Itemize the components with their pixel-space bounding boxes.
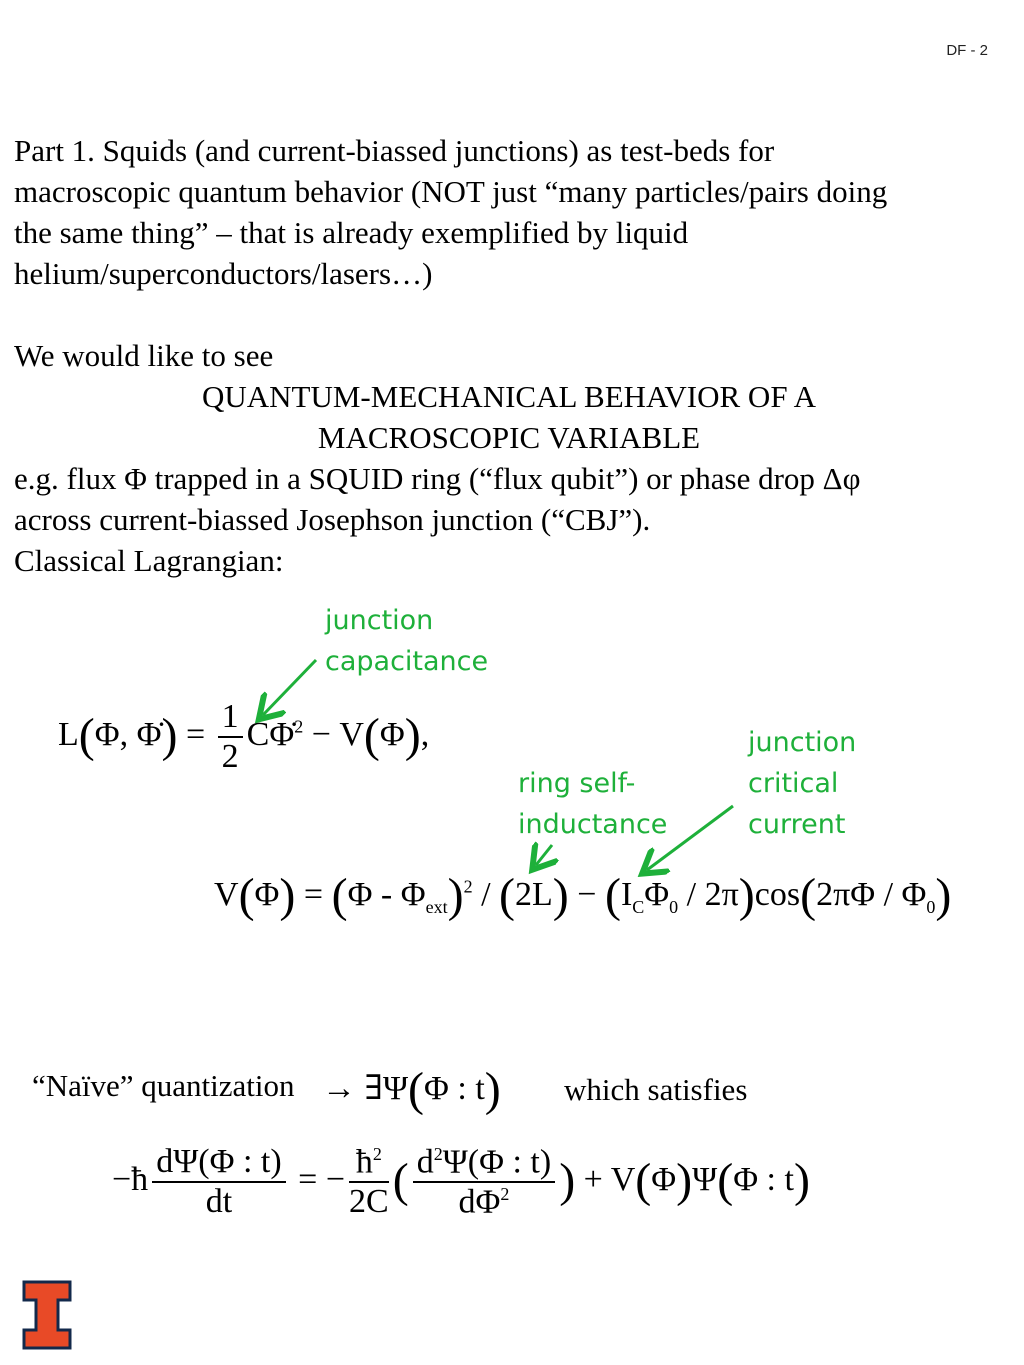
critical-current-arrow [647,806,733,870]
headline-line-2: MACROSCOPIC VARIABLE [317,420,701,455]
annotation-text: capacitance [325,646,489,677]
annotation-text: critical [748,768,839,799]
example-line-2: across current-biassed Josephson junction (“CBJ”). [14,502,651,537]
which-satisfies: which satisfies [564,1072,748,1107]
part1-line: helium/superconductors/lasers…) [14,256,433,291]
fraction-dpsi-dt: $\frac{d\Psi(\Phi : t)}{dt}$ [152,1145,285,1219]
fraction-second-derivative: $\frac{d^2\Psi(\Phi : t)}{d\Phi^2}$ [413,1145,555,1220]
lagrangian-equation: L(Φ, Φ̇) = $\frac{1}{2}$ CΦ̇$^2$ − V(Φ), [58,698,430,775]
wavefunction-existence: → ∃Ψ(Φ : t) [322,1063,501,1116]
annotation-text: current [748,809,846,840]
part1-line: macroscopic quantum behavior (NOT just “many particles/pairs doing [14,174,888,209]
fraction-one-half: $\frac{1}{2}$ [218,700,243,774]
headline-line-1: QUANTUM-MECHANICAL BEHAVIOR OF A [202,379,816,414]
schrodinger-equation: −ħ $\frac{d\Psi(\Phi : t)}{dt}$ = − $\frac{ħ^2}{2C}$ ( $\frac{d^2\Psi(\Phi : t)}{d\Phi^2}$ ) + V(Φ)Ψ(Φ : t) [112,1143,810,1221]
inductance-arrow [536,845,552,865]
we-would-like: We would like to see [14,338,274,373]
annotation-text: inductance [518,809,668,840]
fraction-hbar-squared-over-2c: $\frac{ħ^2}{2C}$ [349,1143,389,1221]
slide-number: DF - 2 [946,42,988,59]
example-line-1: e.g. flux Φ trapped in a SQUID ring (“flux qubit”) or phase drop Δφ [14,461,861,496]
annotation-text: junction [748,727,857,758]
potential-equation: $V(\Phi) = (\Phi - \Phi_{ext})^2 / (2L) - (I_C\Phi_0 / 2\pi)\cos(2\pi\Phi / \Phi_0)$ [214,869,952,922]
naive-quantization-label: “Naïve” quantization [32,1068,295,1103]
part1-line: Part 1. Squids (and current-biassed junctions) as test-beds for [14,133,775,168]
classical-lagrangian-label: Classical Lagrangian: [14,543,284,578]
annotation-text: ring self- [518,768,636,799]
annotation-text: junction [325,605,434,636]
part1-line: the same thing” – that is already exemplified by liquid [14,215,689,250]
illinois-block-i-logo [22,1280,72,1350]
